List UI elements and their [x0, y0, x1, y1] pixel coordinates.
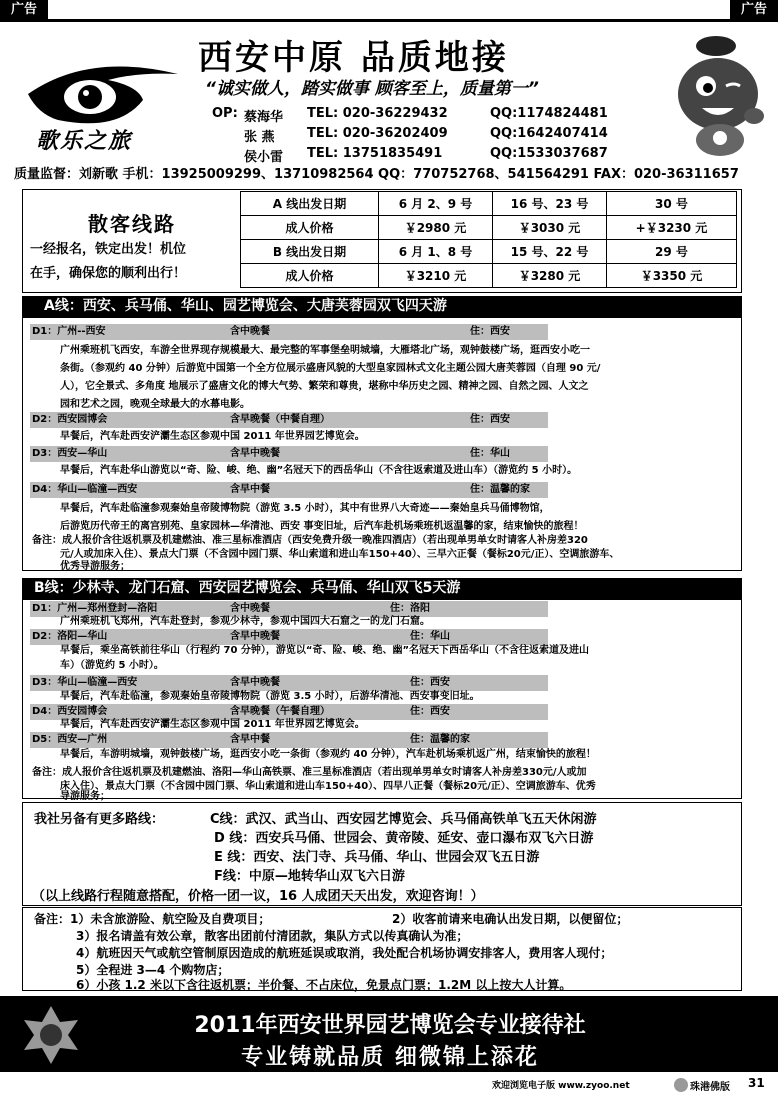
footer-site: 欢迎浏览电子版 www.zyoo.net [492, 1081, 630, 1091]
star-emblem-icon [20, 1004, 82, 1066]
day-route: D5：西安—广州 [32, 734, 108, 745]
table-cell: 成人价格 [241, 264, 379, 288]
day-header [30, 412, 548, 428]
ad-tag-left: 广告 [0, 0, 48, 20]
day-route: D1：广州--西安 [32, 326, 106, 337]
table-cell: 15 号、22 号 [493, 240, 607, 264]
day-meal: 含早中晚餐 [230, 677, 280, 688]
page-title: 西安中原 品质地接 [198, 38, 509, 78]
logo [18, 52, 188, 162]
table-cell: ￥2980 元 [379, 216, 493, 240]
day-text: 早餐后，汽车赴西安浐灞生态区参观中国 2011 年世界园艺博览会。 [60, 719, 365, 730]
day-text: 早餐后，汽车赴临潼，参观秦始皇帝陵博物院（游览 3.5 小时），后游华清池、西安事变旧址。 [60, 691, 480, 702]
day-text: 早餐后，车游明城墙，观钟鼓楼广场，逛西安小吃一条街（参观约 40 分钟），汽车赴机场乘机返广州，结束愉快的旅程！ [60, 749, 596, 760]
day-meal: 含早晚餐（午餐自理） [230, 706, 330, 717]
table-row [241, 216, 737, 240]
table-cell: ￥3280 元 [493, 264, 607, 288]
day-text: 广州乘班机飞西安，车游全世界现存规模最大、最完整的军事堡垒明城墙，大雁塔北广场，观钟鼓楼广场，逛西安小吃一 [60, 345, 590, 356]
banner-line-1: 2011年西安世界园艺博览会专业接待社 [194, 1013, 586, 1038]
day-text: 人），它全景式、多角度 地展示了盛唐文化的博大气势、繁荣和尊贵，堪称中华历史之园、精神之园、自然之园、人文之 [60, 381, 589, 392]
day-text: 早餐后，乘坐高铁前往华山（行程约 70 分钟），游览以“奇、险、峻、绝、幽”名冠天下西岳华山（不含往返索道及进山 [60, 645, 590, 656]
promo-line-1: 一经报名，铁定出发！机位 [30, 242, 187, 257]
table-cell: A 线出发日期 [241, 192, 379, 216]
day-header [30, 446, 548, 462]
top-rule [0, 19, 778, 22]
line-b-note: 床入住）、景点大门票（不含园中园门票、华山索道和进山车150+40）、四早八正餐（餐标20元/正）、空调旅游车、优秀 [60, 781, 596, 792]
mascot [668, 32, 768, 162]
day-stay: 住：温馨的家 [470, 484, 530, 495]
day-meal: 含早中餐 [230, 484, 270, 495]
table-cell: 成人价格 [241, 216, 379, 240]
remark-item: 6）小孩 1.2 米以下含往返机票；半价餐、不占床位，免景点门票；1.2M 以上按大人计算。 [76, 978, 572, 992]
day-stay: 住：西安 [410, 677, 450, 688]
day-stay: 住：洛阳 [390, 603, 430, 614]
day-header [30, 482, 548, 498]
table-cell: 30 号 [607, 192, 737, 216]
day-text: 早餐后，汽车赴西安浐灞生态区参观中国 2011 年世界园艺博览会。 [60, 431, 365, 442]
day-text: 广州乘班机飞郑州，汽车赴登封，参观少林寺，参观中国四大石窟之一的龙门石窟。 [60, 616, 430, 627]
remark-item: 2）收客前请来电确认出发日期，以便留位； [392, 912, 629, 926]
contact-name: 侯小雷 [244, 150, 284, 165]
contact-qq: QQ:1642407414 [490, 126, 608, 141]
table-row [241, 240, 737, 264]
day-meal: 含早中餐 [230, 734, 270, 745]
day-text: 车）（游览约 5 小时）。 [60, 660, 164, 671]
emblem [20, 1004, 82, 1066]
banner-line-2: 专业铸就品质 细微锦上添花 [241, 1045, 539, 1070]
day-text: 早餐后，汽车赴临潼参观秦始皇帝陵博物院（游览 3.5 小时），其中有世界八大奇迹——秦始皇兵马俑博物馆， [60, 503, 550, 514]
day-meal: 含中晚餐 [230, 603, 270, 614]
line-a-note: 备注：成人报价含往返机票及机建燃油、准三星标准酒店（西安免费升级一晚准四酒店）（若出现单男单女时请客人补房差320 [32, 535, 588, 546]
line-a-title: A线：西安、兵马俑、华山、园艺博览会、大唐芙蓉园双飞四天游 [22, 296, 742, 317]
remark-item: 备注：1）未含旅游险、航空险及自费项目； [34, 912, 271, 926]
day-text: 早餐后，汽车赴华山游览以“奇、险、峻、绝、幽”名冠天下的西岳华山（不含往返索道及进山车）（游览约 5 小时）。 [60, 465, 578, 476]
table-cell: ￥3210 元 [379, 264, 493, 288]
day-stay: 住：西安 [410, 706, 450, 717]
day-meal: 含早中晚餐 [230, 448, 280, 459]
day-stay: 住：华山 [470, 448, 510, 459]
table-cell: B 线出发日期 [241, 240, 379, 264]
route-item: E 线：西安、法门寺、兵马俑、华山、世园会双飞五日游 [214, 850, 540, 865]
remark-item: 3）报名请盖有效公章，散客出团前付清团款，集队方式以传真确认为准； [76, 929, 469, 943]
line-a-note: 优秀导游服务； [60, 561, 130, 572]
footer-edition: 珠港佛版 [690, 1082, 730, 1093]
line-a-note: 元/人或加床入住）、景点大门票（不含园中园门票、华山索道和进山车150+40）、三早六正餐（餐标20元/正）、空调旅游车、 [60, 549, 620, 560]
table-cell: 16 号、23 号 [493, 192, 607, 216]
price-table [240, 191, 737, 288]
route-item: C线：武汉、武当山、西安园艺博览会、兵马俑高铁单飞五天休闲游 [210, 812, 597, 827]
supervision-line: 质量监督：刘新歌 手机：13925009299、13710982564 QQ：770752768、541564291 FAX：020-36311657 [14, 167, 739, 182]
day-stay: 住：西安 [470, 326, 510, 337]
day-meal: 含早中晚餐 [230, 631, 280, 642]
contact-name: 张 燕 [244, 130, 275, 145]
promo-title: 散客线路 [88, 212, 176, 236]
route-item: D 线：西安兵马俑、世园会、黄帝陵、延安、壶口瀑布双飞六日游 [214, 831, 594, 846]
logo-text: 歌乐之旅 [36, 129, 133, 154]
promo-line-2: 在手，确保您的顺利出行！ [30, 266, 187, 281]
table-cell: ￥3030 元 [493, 216, 607, 240]
contact-tel: TEL: 020-36229432 [307, 106, 448, 121]
day-route: D2：西安园博会 [32, 414, 108, 425]
day-route: D3：西安—华山 [32, 448, 108, 459]
table-row [241, 264, 737, 288]
remark-item: 5）全程进 3—4 个购物店； [76, 963, 230, 977]
day-text: 后游览历代帝王的离宫别苑、皇家园林—华清池、西安 事变旧址，后汽车赴机场乘班机返温馨的家，结束愉快的旅程！ [60, 521, 584, 532]
page-number: 31 [748, 1076, 765, 1090]
day-stay: 住：西安 [470, 414, 510, 425]
line-b-note: 备注：成人报价含往返机票及机建燃油、洛阳—华山高铁票、准三星标准酒店（若出现单男单女时请客人补房差330元/人或加 [32, 767, 587, 778]
day-stay: 住：温馨的家 [410, 734, 470, 745]
more-routes-footer: （以上线路行程随意搭配，价格一团一议，16 人成团天天出发，欢迎咨询！） [32, 889, 484, 904]
table-cell: +￥3230 元 [607, 216, 737, 240]
remark-item: 4）航班因天气或航空管制原因造成的航班延误或取消，我处配合机场协调安排客人，费用客人现付； [76, 946, 613, 960]
day-meal: 含早晚餐（中餐自理） [230, 414, 330, 425]
day-header [30, 324, 548, 340]
route-item: F线：中原—地转华山双飞六日游 [214, 869, 405, 884]
table-cell: 6 月 2、9 号 [379, 192, 493, 216]
day-route: D1：广州—郑州登封—洛阳 [32, 603, 158, 614]
day-route: D3：华山—临潼—西安 [32, 677, 138, 688]
contact-qq: QQ:1533037687 [490, 146, 608, 161]
day-route: D4：西安园博会 [32, 706, 108, 717]
table-row [241, 192, 737, 216]
day-route: D2：洛阳—华山 [32, 631, 108, 642]
table-cell: ￥3350 元 [607, 264, 737, 288]
table-cell: 29 号 [607, 240, 737, 264]
line-b-note: 导游服务； [60, 791, 110, 802]
op-label: OP: [212, 106, 238, 121]
contact-tel: TEL: 020-36202409 [307, 126, 448, 141]
ad-tag-right: 广告 [730, 0, 778, 20]
contact-name: 蔡海华 [244, 110, 284, 125]
day-route: D4：华山—临潼—西安 [32, 484, 138, 495]
contact-qq: QQ:1174824481 [490, 106, 608, 121]
table-cell: 6 月 1、8 号 [379, 240, 493, 264]
contact-tel: TEL: 13751835491 [307, 146, 443, 161]
day-text: 园和艺术之园，晚观全球最大的水幕电影。 [60, 399, 250, 410]
day-stay: 住：华山 [410, 631, 450, 642]
mascot-icon [668, 32, 768, 162]
day-meal: 含中晚餐 [230, 326, 270, 337]
line-b-title: B线：少林寺、龙门石窟、西安园艺博览会、兵马俑、华山双飞5天游 [22, 578, 742, 599]
footer-logo-icon [674, 1078, 688, 1092]
slogan: “诚实做人，踏实做事 顾客至上，质量第一” [205, 79, 539, 99]
more-routes-intro: 我社另备有更多路线： [34, 812, 165, 827]
day-text: 条街。（参观约 40 分钟）后游览中国第一个全方位展示盛唐风貌的大型皇家园林式文化主题公园大唐芙蓉园（自理 90 元/ [60, 363, 601, 374]
